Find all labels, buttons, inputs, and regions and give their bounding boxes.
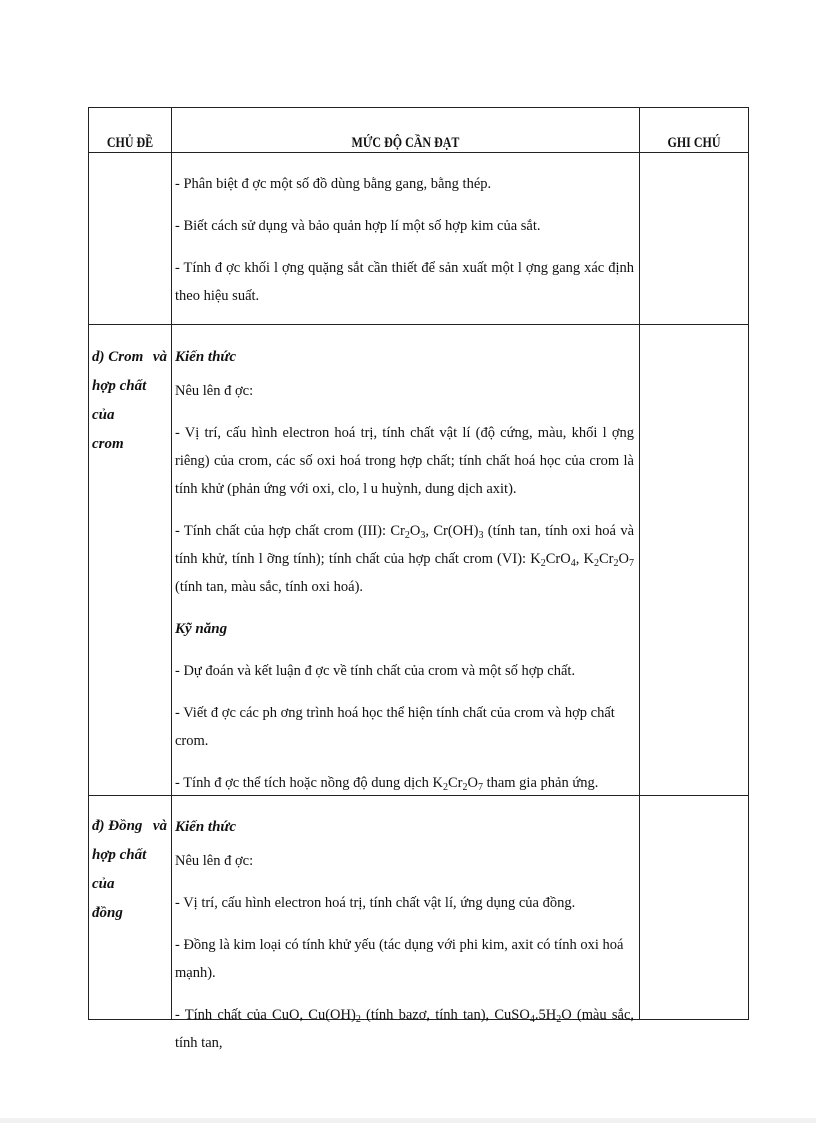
list-item: - Dự đoán và kết luận đ ợc về tính chất của crom và một số hợp chất. [175, 663, 576, 679]
skills-heading: Kỹ năng [175, 621, 228, 637]
list-item: - Viết đ ợc các ph ơng trình hoá học thể hiện tính chất của crom và hợp chất crom. [175, 705, 615, 749]
topic-chromium-line3: crom [92, 436, 124, 452]
note-cell [640, 325, 749, 796]
intro-text: Nêu lên đ ợc: [175, 853, 254, 869]
knowledge-heading: Kiến thức [175, 819, 237, 835]
topic-cell [89, 325, 172, 796]
knowledge-heading: Kiến thức [175, 349, 237, 365]
list-item: - Tính chất của CuO, $Cu(OH)_2$ (tính bazơ, tính tan), $CuSO_4.5H_2O$ (màu sắc, tính tan, [175, 1007, 635, 1051]
row-copper [89, 796, 749, 1020]
topic-cell [89, 796, 172, 1020]
topic-chromium-a: d) Crom [92, 349, 144, 365]
topic-cell-empty [89, 153, 172, 325]
header-level: MỨC ĐỘ CẦN ĐẠT [172, 108, 640, 153]
header-row [89, 108, 749, 153]
list-item: - Vị trí, cấu hình electron hoá trị, tính chất vật lí, ứng dụng của đồng. [175, 895, 576, 911]
row-chromium [89, 325, 749, 796]
note-cell [640, 796, 749, 1020]
curriculum-table [88, 107, 749, 1051]
topic-chromium-b: và [152, 349, 167, 365]
intro-text: Nêu lên đ ợc: [175, 383, 254, 399]
list-item: - Tính đ ợc khối l ợng quặng sắt cần thiết để sản xuất một l ợng gang xác định theo hiệu suất. [175, 260, 634, 304]
row-iron-continuation [89, 153, 749, 325]
page-edge [0, 1118, 816, 1123]
topic-copper-a: đ) Đồng [92, 818, 143, 834]
list-item: - Tính chất của hợp chất crom (III): $Cr_2O_3$, $Cr(OH)_3$ (tính tan, tính oxi hoá và tính khử, tính l ỡng tính); tính chất của hợp chất crom (VI): $K_2CrO_4$, $K_2Cr_2O_7$ (tính tan, màu sắc, tính oxi hoá). [175, 523, 635, 595]
topic-copper-b: và [152, 818, 167, 834]
list-item: - Vị trí, cấu hình electron hoá trị, tính chất vật lí (độ cứng, màu, khối l ợng riêng) của crom, các số oxi hoá trong hợp chất; tính chất hoá học của crom là tính khử (phản ứng với oxi, clo, l u huỳnh, dung dịch axit). [175, 425, 634, 497]
content-cell [172, 153, 640, 325]
topic-copper-line2: hợp chất của [92, 847, 147, 892]
topic-chromium-line2: hợp chất của [92, 378, 147, 423]
content-cell [172, 796, 640, 1051]
note-cell [640, 153, 749, 325]
header-topic: CHỦ ĐỀ [89, 108, 172, 153]
list-item: - Biết cách sử dụng và bảo quản hợp lí một số hợp kim của sắt. [175, 218, 541, 234]
list-item: - Phân biệt đ ợc một số đồ dùng bằng gang, bằng thép. [175, 176, 492, 192]
topic-copper-line3: đồng [92, 905, 123, 921]
list-item: - Đồng là kim loại có tính khử yếu (tác dụng với phi kim, axit có tính oxi hoá mạnh). [175, 937, 624, 981]
list-item: - Tính đ ợc thể tích hoặc nồng độ dung dịch $K_2Cr_2O_7$ tham gia phản ứng. [175, 775, 599, 793]
header-note: GHI CHÚ [640, 108, 749, 153]
content-cell [172, 325, 640, 796]
